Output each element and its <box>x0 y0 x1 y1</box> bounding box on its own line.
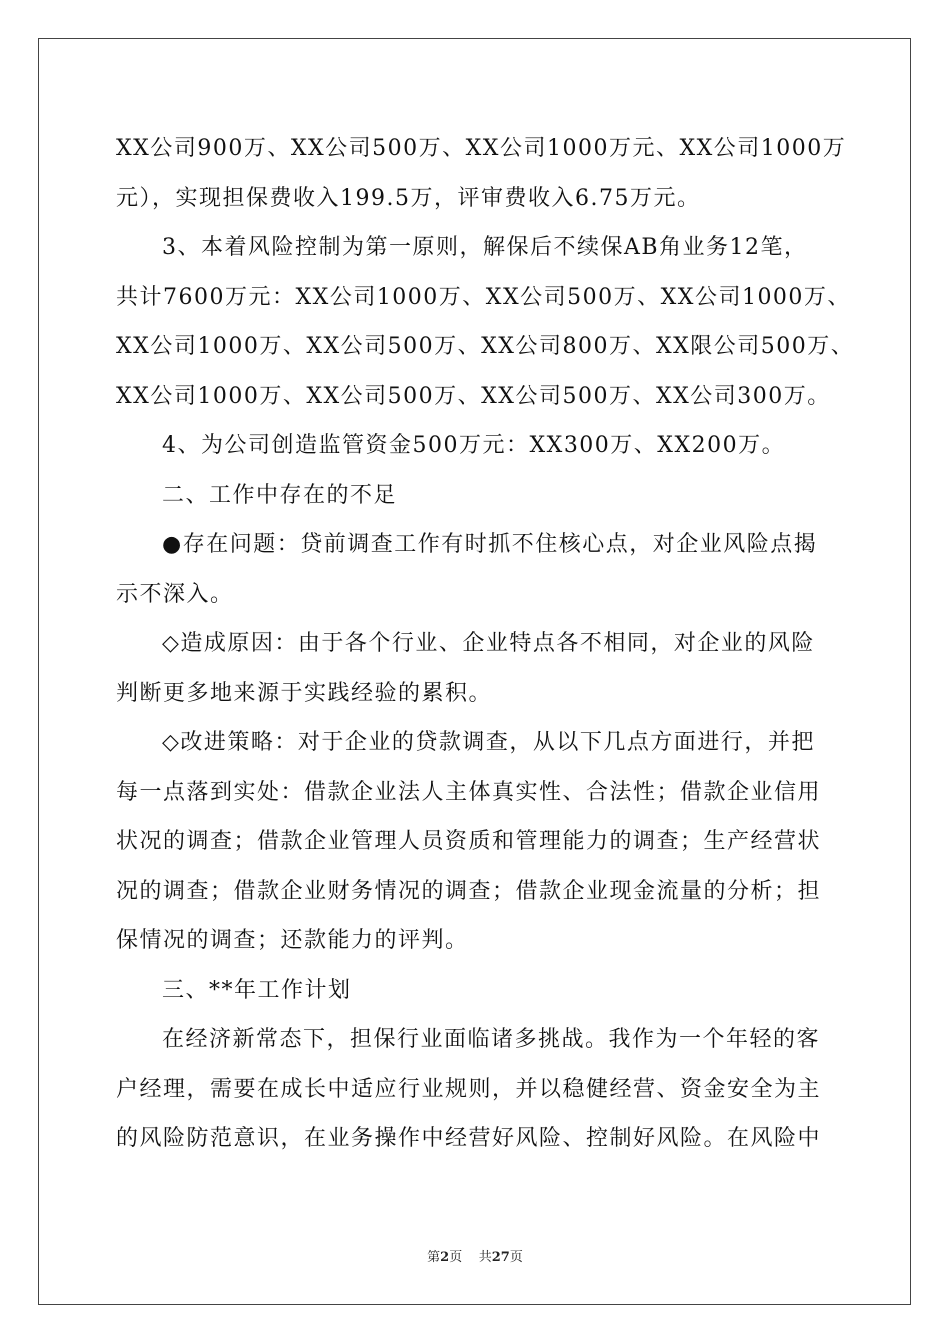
text-line: 共计7600万元：XX公司1000万、XX公司500万、XX公司1000万、 <box>116 284 851 310</box>
current-page-number: 2 <box>440 1250 450 1265</box>
footer-middle: 页 共 <box>449 1250 492 1265</box>
text-line: 况的调查；借款企业财务情况的调查；借款企业现金流量的分析；担 <box>116 878 822 904</box>
text-line: 每一点落到实处：借款企业法人主体真实性、合法性；借款企业信用 <box>116 779 822 805</box>
text-line: 在经济新常态下，担保行业面临诸多挑战。我作为一个年轻的客 <box>162 1027 821 1052</box>
text-line: 的风险防范意识，在业务操作中经营好风险、控制好风险。在风险中 <box>116 1126 822 1151</box>
text-line: ◇造成原因：由于各个行业、企业特点各不相同，对企业的风险 <box>162 631 815 656</box>
text-line: 3、本着风险控制为第一原则，解保后不续保AB角业务12笔， <box>162 235 808 260</box>
text-line: 判断更多地来源于实践经验的累积。 <box>116 680 493 706</box>
text-line: 三、**年工作计划 <box>162 977 352 1003</box>
text-line: 户经理，需要在成长中适应行业规则，并以稳健经营、资金安全为主 <box>116 1076 822 1102</box>
text-line: ◇改进策略：对于企业的贷款调查，从以下几点方面进行，并把 <box>162 730 815 755</box>
footer-suffix: 页 <box>509 1250 523 1265</box>
page-footer <box>0 1246 950 1265</box>
text-line: XX公司1000万、XX公司500万、XX公司800万、XX限公司500万、 <box>116 334 855 359</box>
text-line: ●存在问题：贷前调查工作有时抓不住核心点，对企业风险点揭 <box>162 532 818 557</box>
footer-prefix: 第 <box>427 1250 441 1265</box>
text-line: XX公司1000万、XX公司500万、XX公司500万、XX公司300万。 <box>116 383 831 409</box>
text-line: XX公司900万、XX公司500万、XX公司1000万元、XX公司1000万 <box>116 136 847 161</box>
text-line: 保情况的调查；还款能力的评判。 <box>116 928 469 953</box>
text-line: 二、工作中存在的不足 <box>162 482 398 508</box>
total-page-number: 27 <box>491 1250 510 1265</box>
text-line: 元），实现担保费收入199.5万，评审费收入6.75万元。 <box>116 185 701 211</box>
text-line: 4、为公司创造监管资金500万元：XX300万、XX200万。 <box>162 433 786 458</box>
document-body <box>116 124 855 1164</box>
text-line: 状况的调查；借款企业管理人员资质和管理能力的调查；生产经营状 <box>116 829 822 854</box>
text-line: 示不深入。 <box>116 581 234 607</box>
